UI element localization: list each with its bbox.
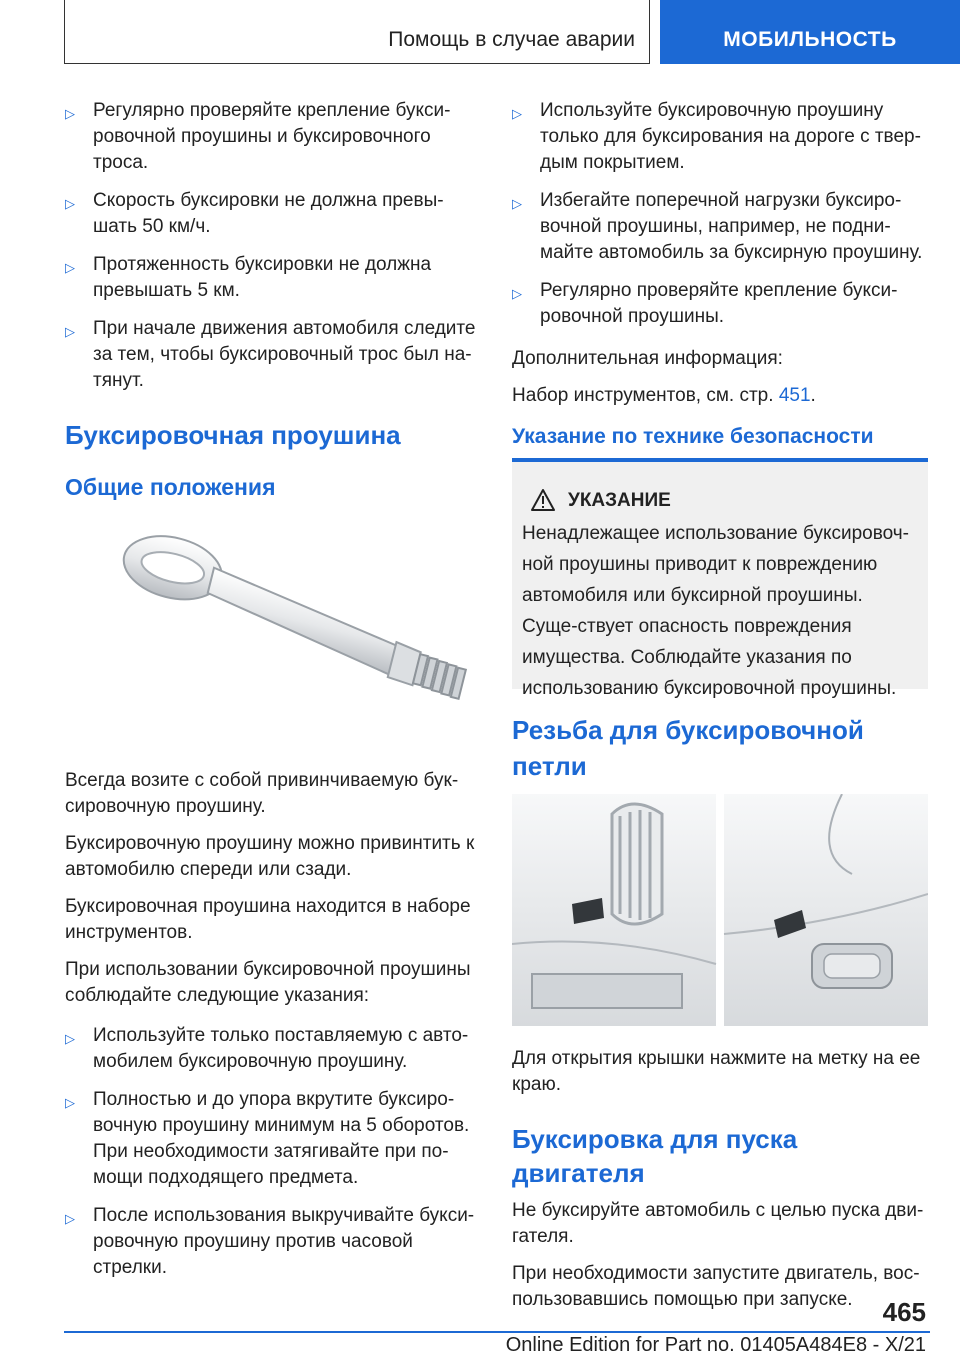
- footer-divider: [64, 1331, 930, 1333]
- bumper-cover-illustration: [512, 794, 928, 1026]
- list-item: ▷ Регулярно проверяйте крепление букси-ровочной проушины и буксировочного троса.: [65, 100, 451, 173]
- heading-towing-eye: Буксировочная проушина: [65, 420, 401, 450]
- paragraph: Не буксируйте автомобиль с целью пуска дви-гателя.: [512, 1200, 924, 1247]
- paragraph: Буксировочная проушина находится в наборе инструментов.: [65, 896, 471, 943]
- list-item: ▷ Скорость буксировки не должна превы-шать 50 км/ч.: [65, 190, 444, 237]
- towing-eye-figure: [65, 522, 480, 752]
- list-item: ▷ Регулярно проверяйте крепление букси-ровочной проушины.: [512, 280, 898, 327]
- heading-thread: Резьба для буксировочной петли: [512, 715, 864, 781]
- paragraph: При необходимости запустите двигатель, вос-пользовавшись помощью при запуске.: [512, 1263, 920, 1310]
- header-chapter-tab[interactable]: [660, 0, 960, 64]
- bullet-triangle-icon: ▷: [65, 260, 75, 275]
- bullet-triangle-icon: ▷: [512, 286, 522, 301]
- list-item: ▷ После использования выкручивайте букси-ровочную проушину против часовой стрелки.: [65, 1205, 475, 1278]
- heading-general: Общие положения: [65, 474, 276, 500]
- list-item: ▷ При начале движения автомобиля следите за тем, чтобы буксировочный трос был на-тянут.: [65, 318, 476, 391]
- bullet-triangle-icon: ▷: [65, 324, 75, 339]
- page-link[interactable]: 451: [778, 385, 811, 406]
- header-section-box: [64, 0, 650, 64]
- list-item: ▷ Полностью и до упора вкрутите буксиро-вочную проушину минимум на 5 оборотов. При необходимости затягивайте при по-мощи подходящего предмета.: [65, 1089, 470, 1188]
- right-column-lower: [512, 712, 928, 1324]
- towing-eye-illustration: [65, 522, 480, 752]
- paragraph: Всегда возите с собой привинчиваемую бук-сировочную проушину.: [65, 770, 459, 817]
- heading-tow-start: Буксировка для пуска двигателя: [512, 1124, 798, 1188]
- warning-text: Ненадлежащее использование буксировоч-ной проушины приводит к повреждению автомобиля или буксирной проушины. Суще-ствует опасность повреждения имущества. Соблюдайте указания по использованию буксировочной проушины.: [522, 523, 909, 699]
- bullet-triangle-icon: ▷: [65, 1095, 75, 1110]
- info-label: Дополнительная информация:: [512, 348, 783, 369]
- header-section-title: Помощь в случае аварии: [388, 28, 635, 51]
- bullet-triangle-icon: ▷: [512, 106, 522, 121]
- right-column: [512, 98, 928, 451]
- bullet-triangle-icon: ▷: [65, 1031, 75, 1046]
- paragraph: Буксировочную проушину можно привинтить к автомобилю спереди или сзади.: [65, 833, 475, 880]
- warning-title: УКАЗАНИЕ: [522, 488, 918, 514]
- thread-figure: [512, 794, 928, 1026]
- header-chapter-title: МОБИЛЬНОСТЬ: [723, 28, 897, 51]
- warning-triangle-icon: [530, 488, 556, 512]
- bullet-triangle-icon: ▷: [65, 1211, 75, 1226]
- list-item: ▷ Избегайте поперечной нагрузки буксиро-вочной проушины, например, не подни-майте автомобиль за буксирную проушину.: [512, 190, 923, 263]
- warning-box: [512, 458, 928, 699]
- list-item: ▷ Используйте только поставляемую с авто-мобилем буксировочную проушину.: [65, 1025, 469, 1072]
- footer-edition: Online Edition for Part no. 01405A484E8 - X/21: [505, 1334, 926, 1356]
- bullet-triangle-icon: ▷: [65, 196, 75, 211]
- bullet-triangle-icon: ▷: [512, 196, 522, 211]
- list-item: ▷ Протяженность буксировки не должна превышать 5 км.: [65, 254, 432, 301]
- paragraph: При использовании буксировочной проушины соблюдайте следующие указания:: [65, 959, 471, 1006]
- page-number: 465: [882, 1297, 926, 1327]
- heading-safety: Указание по технике безопасности: [512, 425, 874, 448]
- thread-caption: Для открытия крышки нажмите на метку на ее краю.: [512, 1048, 921, 1095]
- bullet-triangle-icon: ▷: [65, 106, 75, 121]
- info-reference: Набор инструментов, см. стр. 451.: [512, 385, 816, 406]
- left-column: [65, 98, 480, 1293]
- list-item: ▷ Используйте буксировочную проушину только для буксирования на дороге с твер-дым покрытием.: [512, 100, 921, 173]
